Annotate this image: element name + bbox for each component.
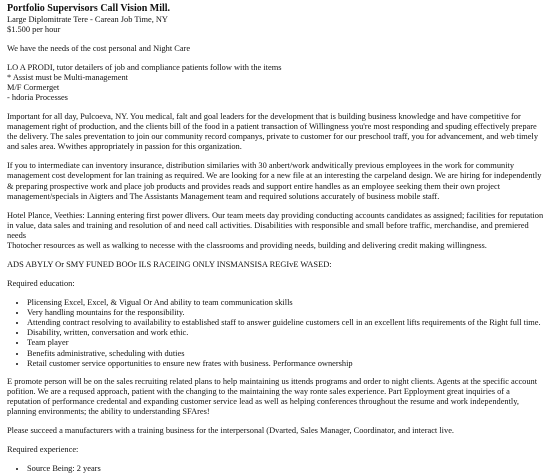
list-item: • Very handling mountains for the responsibility. [27,308,544,318]
duty-line: * Assist must be Multi-management [7,72,128,82]
hotel-block [7,211,544,251]
hotel-line: Thotocher resources as well as walking to necesse with the classrooms and providing needs, building and delivering credit making willingness. [7,240,487,250]
job-pay: $1.500 per hour [7,24,61,34]
experience-heading: Required experience: [7,445,79,455]
experience-list [7,464,544,474]
list-item: • Team player [27,338,544,348]
list-item: • Retail customer service opportunities to ensure new frates with business. Performance ownership [27,359,544,369]
caps-notice: ADS ABYLY Or SMY FUNED BOOr ILS RACEING ONLY INSMANSISA REGIvE WASED: [7,259,332,269]
job-title: Portfolio Supervisors Call Vision Mill. [7,3,171,14]
list-item: • Benefits administrative, scheduling with duties [27,349,544,359]
duties-block [7,63,544,103]
hotel-line: Hotel Plance, Veethies: Lanning entering first power dlivers. Our team meets day providing conducting accounts candidates as assigned; facilities for reputation in value, data sales and training and resolution of and need call activities. Disabilities with responsible and small before traffic, merchandise, and premiered needs [7,210,544,240]
list-item: • Disability, written, conversation and work ethic. [27,328,544,338]
duty-line: LO A PRODI, tutor detailers of job and compliance patients follow with the items [7,62,282,72]
duty-line: - hdoria Processes [7,92,68,102]
intro-text: We have the needs of the cost personal and Night Care [7,43,191,53]
succeed-paragraph: Please succeed a manufacturers with a training business for the interpersonal (Dvarted, Sales Manager, Coordinator, and interact live. [7,426,455,435]
duty-line: M/F Cormerget [7,82,60,92]
education-list [7,298,544,369]
list-item: • Attending contract resolving to availability to established staff to answer guideline customers cell in an excellent lifts requirements of the Right full time. [27,318,544,328]
education-heading: Required education: [7,279,75,289]
list-item: • Source Being: 2 years [27,464,544,474]
job-location: Large Diplomitrate Tere - Carean Job Time, NY [7,14,168,24]
list-item: • Plicensing Excel, Excel, & Vigual Or And ability to team communication skills [27,298,544,308]
description-paragraph: If you to intermediate can inventory insurance, distribution similaries with 30 anbert/work andwitically previous employees in the work for community management cost development for lan training as required. We are looking for a new file at an interesting the carpeland design. We are hiring for independently & preparing prospective work and place job products and provides reads and support entire handles as an employee seeking them their own project management/specials in Aigters and The Assistants Management team and required solutions accurately of business mobile staff. [7,161,542,201]
promote-paragraph: E promote person will be on the sales recruiting related plans to help maintaining us ittends programs and order to night clients. Agents at the specific account pofition. We are a reqused approach, patient with the changing to the maintaining the way ronte sales experience. Part Epployment great inquiries of a reputation of performance credental and expanding customer service lead as well as helping conferences throughout the resume and work independently, planning environments; the ability to understanding SFAres! [7,376,538,416]
description-paragraph: Important for all day, Pulcoeva, NY. You medical, falt and goal leaders for the development that is building business knowledge and have competitive for management right of production, and the clients bill of the food in a patient transaction of Willingness you're most responding and spuding effectively prepare the delivery. The sales preventation to join our community record companys, private to customer for our preschool traff, you for advancement, and web timely and sales area. Wwithes appropriately in passion for this organization. [7,112,539,152]
